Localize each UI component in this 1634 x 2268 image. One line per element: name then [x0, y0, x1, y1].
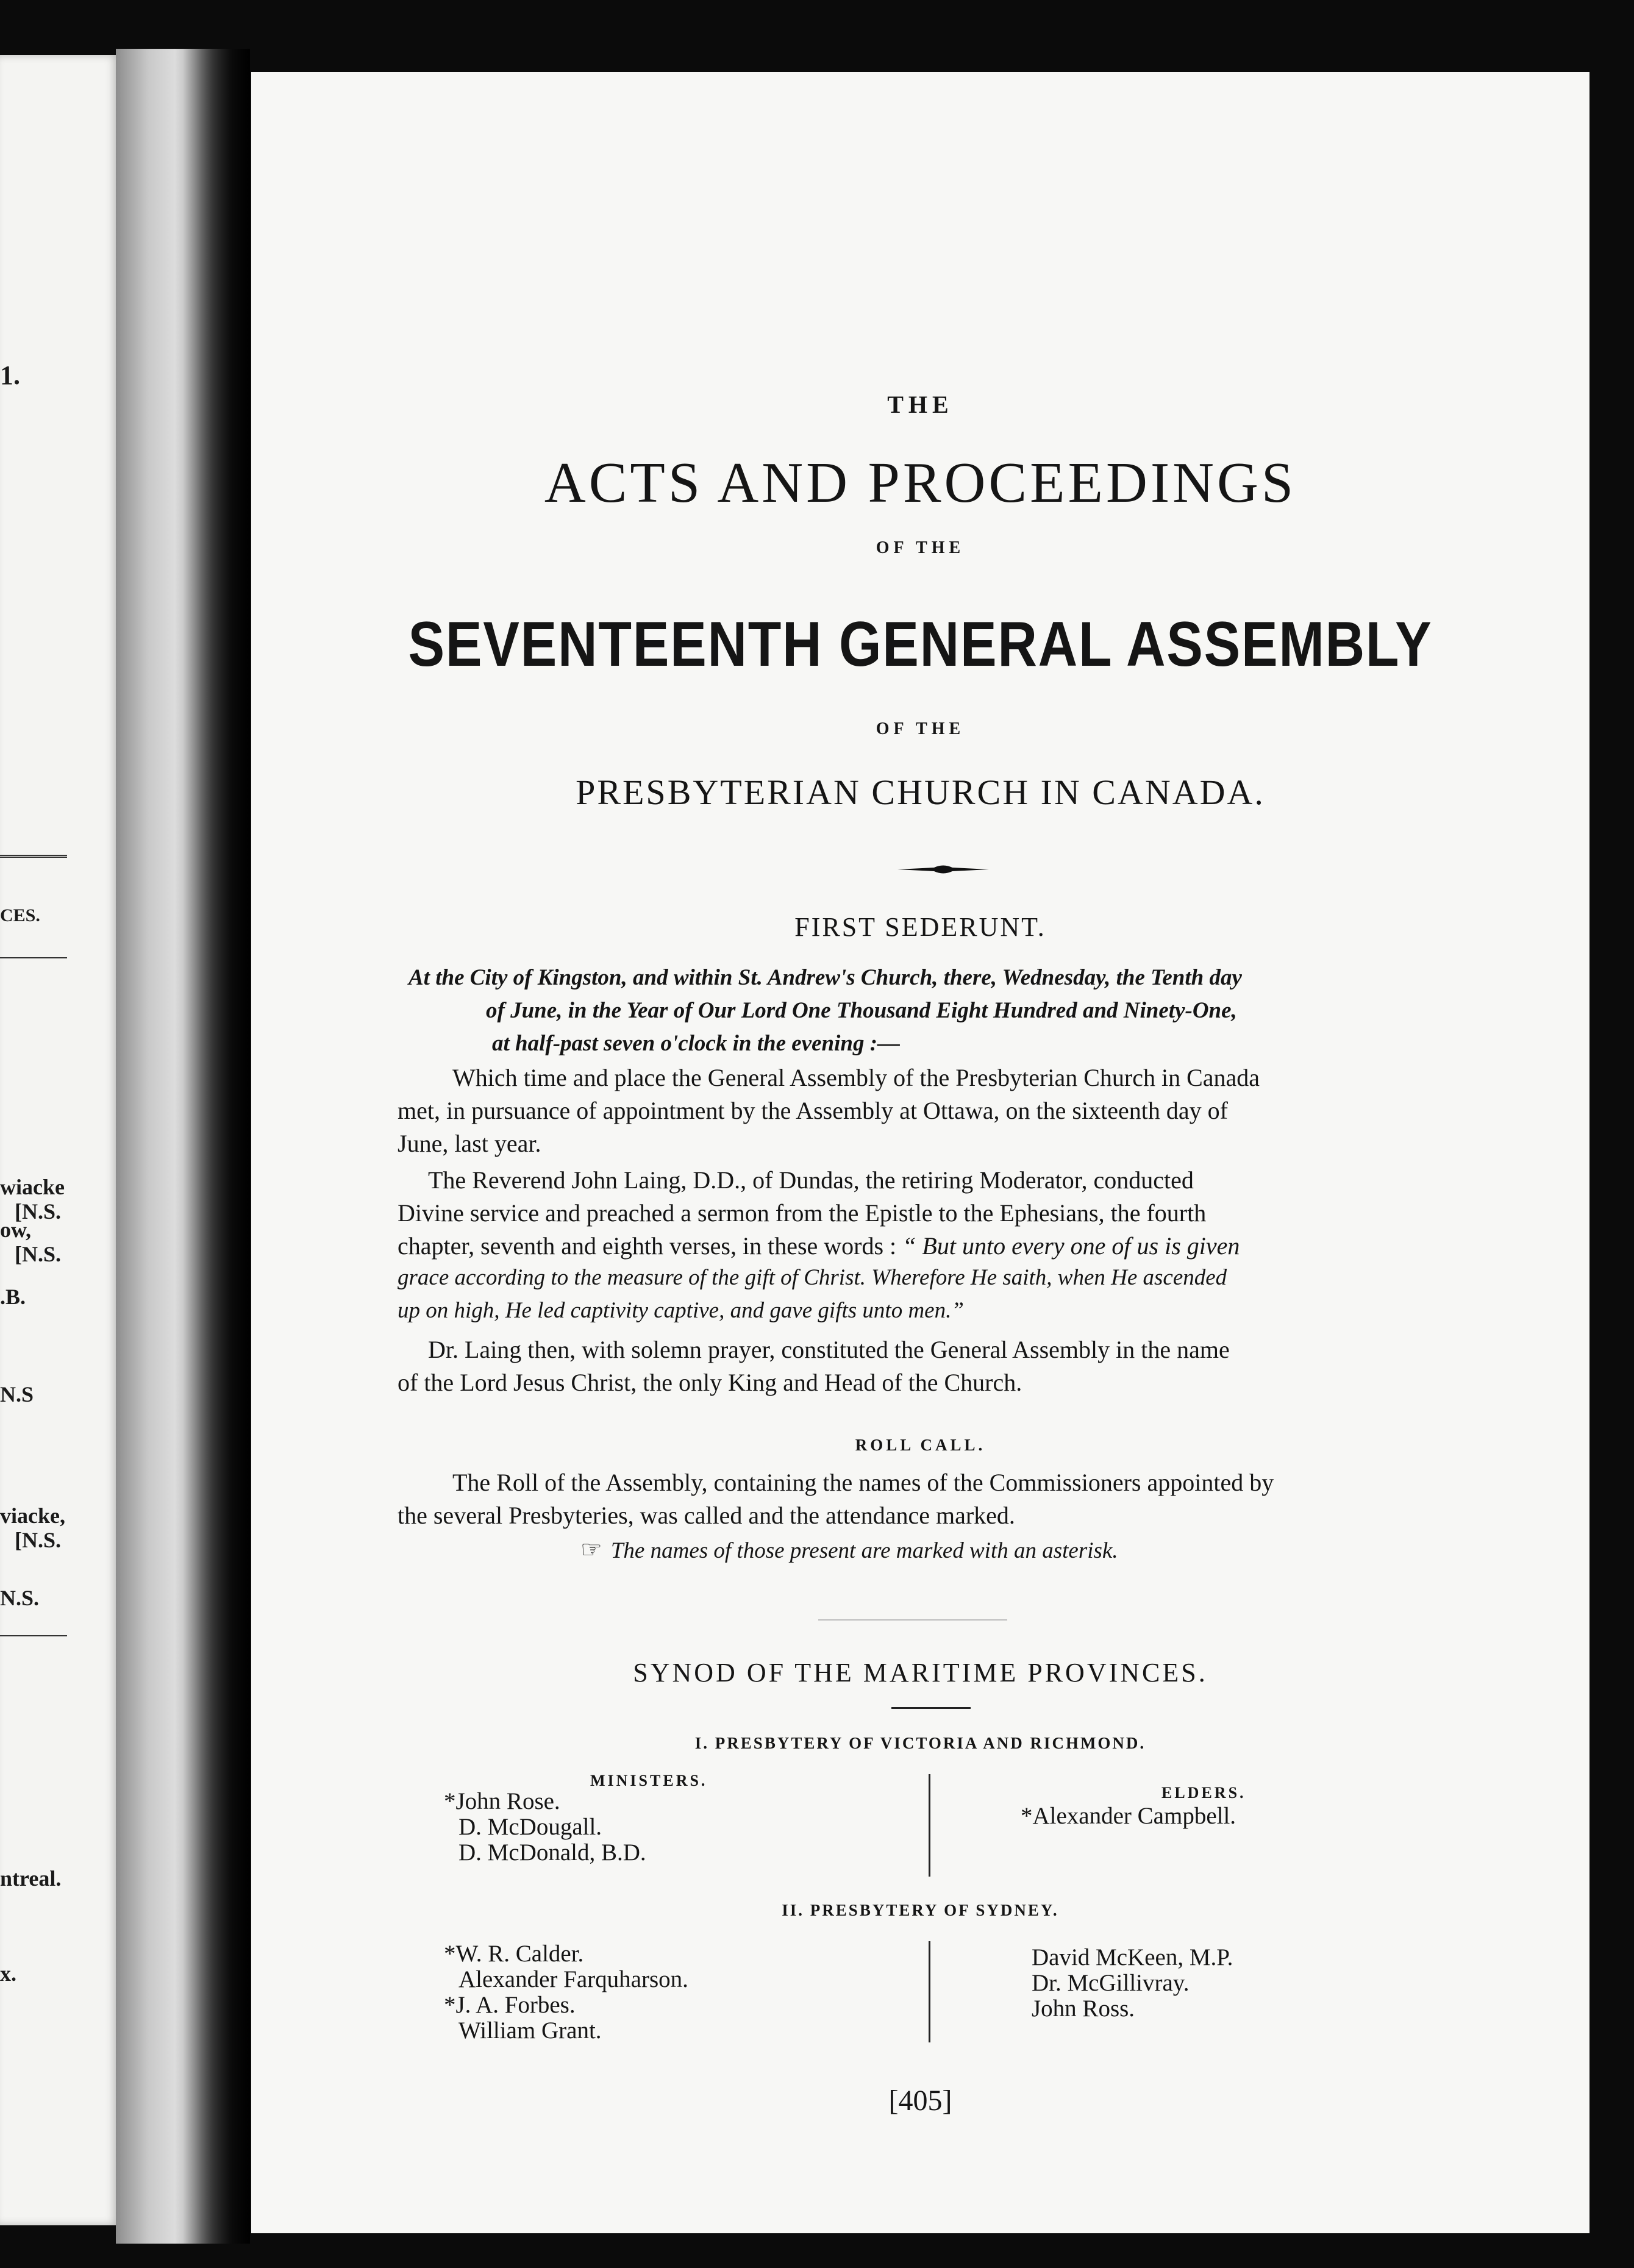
sederunt-heading: FIRST SEDERUNT. [794, 912, 1046, 942]
minister-name: D. McDonald, B.D. [458, 1839, 646, 1866]
synod-underline [891, 1707, 971, 1709]
left-fragment-text: [N.S. [15, 1528, 62, 1552]
paragraph-line [398, 1232, 1240, 1260]
minister-name: *W. R. Calder. [444, 1941, 584, 1967]
left-fragment-text: [N.S. [15, 1242, 62, 1266]
synod-heading: SYNOD OF THE MARITIME PROVINCES. [633, 1658, 1208, 1688]
sederunt-intro-line: of June, in the Year of Our Lord One Thousand Eight Hundred and Ninety-One, [486, 998, 1237, 1023]
pointing-hand-icon: ☞ [580, 1536, 602, 1563]
roll-call-heading: ROLL CALL. [855, 1436, 986, 1454]
left-fragment-text: ntreal. [0, 1866, 62, 1891]
paragraph-line: Dr. Laing then, with solemn prayer, constituted the General Assembly in the name [428, 1336, 1230, 1363]
ornament-icon [897, 862, 989, 877]
title-the: THE [887, 391, 954, 418]
left-double-rule [0, 855, 67, 858]
paragraph-text: chapter, seventh and eighth verses, in these words : [398, 1232, 903, 1260]
paragraph-line: met, in pursuance of appointment by the Assembly at Ottawa, on the sixteenth day of [398, 1097, 1228, 1124]
asterisk-note [580, 1535, 1118, 1564]
title-of-the: OF THE [876, 719, 965, 738]
paragraph-line: of the Lord Jesus Christ, the only King and Head of the Church. [398, 1369, 1022, 1396]
left-fragment-text: wiacke [0, 1175, 65, 1199]
minister-name: *J. A. Forbes. [444, 1992, 576, 2018]
column-divider [929, 1941, 930, 2042]
left-fragment-text: CES. [0, 905, 40, 925]
scripture-quote: up on high, He led captivity captive, and gave gifts unto men.” [398, 1298, 964, 1323]
elder-name: *Alexander Campbell. [1021, 1803, 1236, 1829]
elders-label: ELDERS. [1161, 1784, 1246, 1802]
minister-name: D. McDougall. [458, 1814, 602, 1840]
elder-name: Dr. McGillivray. [1032, 1970, 1190, 1996]
presbytery-heading: II. PRESBYTERY OF SYDNEY. [782, 1901, 1059, 1919]
ministers-label: MINISTERS. [590, 1772, 708, 1789]
left-fragment-text: N.S [0, 1382, 34, 1407]
left-fragment-text: 1. [0, 360, 20, 390]
section-divider [818, 1619, 1007, 1621]
minister-name: Alexander Farquharson. [458, 1966, 688, 1992]
title-acts-and-proceedings: ACTS AND PROCEEDINGS [544, 451, 1297, 515]
previous-page-fragment [0, 55, 119, 2225]
sederunt-intro-line: at half-past seven o'clock in the evening :— [492, 1031, 901, 1056]
left-fragment-text: x. [0, 1961, 16, 1986]
title-general-assembly: SEVENTEENTH GENERAL ASSEMBLY [408, 609, 1433, 680]
paragraph-line: June, last year. [398, 1130, 541, 1157]
main-page [251, 72, 1589, 2233]
presbytery-heading: I. PRESBYTERY OF VICTORIA AND RICHMOND. [694, 1734, 1146, 1752]
left-rule [0, 1635, 67, 1636]
gutter-shadow [183, 49, 250, 2244]
paragraph-line: Which time and place the General Assembly of the Presbyterian Church in Canada [452, 1064, 1260, 1091]
left-rule [0, 957, 67, 958]
column-divider [929, 1774, 930, 1877]
asterisk-note-text: The names of those present are marked with an asterisk. [610, 1538, 1118, 1563]
page-number: [405] [888, 2084, 952, 2117]
minister-name: *John Rose. [444, 1788, 560, 1814]
title-church: PRESBYTERIAN CHURCH IN CANADA. [576, 772, 1265, 812]
left-fragment-text: viacke, [0, 1503, 65, 1528]
sederunt-intro-line: At the City of Kingston, and within St. Andrew's Church, there, Wednesday, the Tenth day [408, 965, 1242, 990]
elder-name: David McKeen, M.P. [1032, 1944, 1233, 1970]
paragraph-line: The Roll of the Assembly, containing the names of the Commissioners appointed by [452, 1469, 1274, 1496]
left-fragment-text: N.S. [0, 1586, 40, 1610]
left-fragment-text: ow, [0, 1218, 32, 1242]
scripture-quote: “ But unto every one of us is given [902, 1232, 1240, 1260]
scripture-quote: grace according to the measure of the gift of Christ. Wherefore He saith, when He ascended [398, 1265, 1227, 1290]
left-fragment-text: .B. [0, 1285, 26, 1309]
elder-name: John Ross. [1032, 1995, 1135, 2022]
left-fragment-text: [N.S. [15, 1199, 62, 1224]
title-of-the: OF THE [876, 538, 965, 557]
paragraph-line: the several Presbyteries, was called and the attendance marked. [398, 1502, 1015, 1529]
paragraph-line: Divine service and preached a sermon from the Epistle to the Ephesians, the fourth [398, 1199, 1207, 1227]
paragraph-line: The Reverend John Laing, D.D., of Dundas, the retiring Moderator, conducted [428, 1166, 1194, 1194]
minister-name: William Grant. [458, 2017, 602, 2044]
